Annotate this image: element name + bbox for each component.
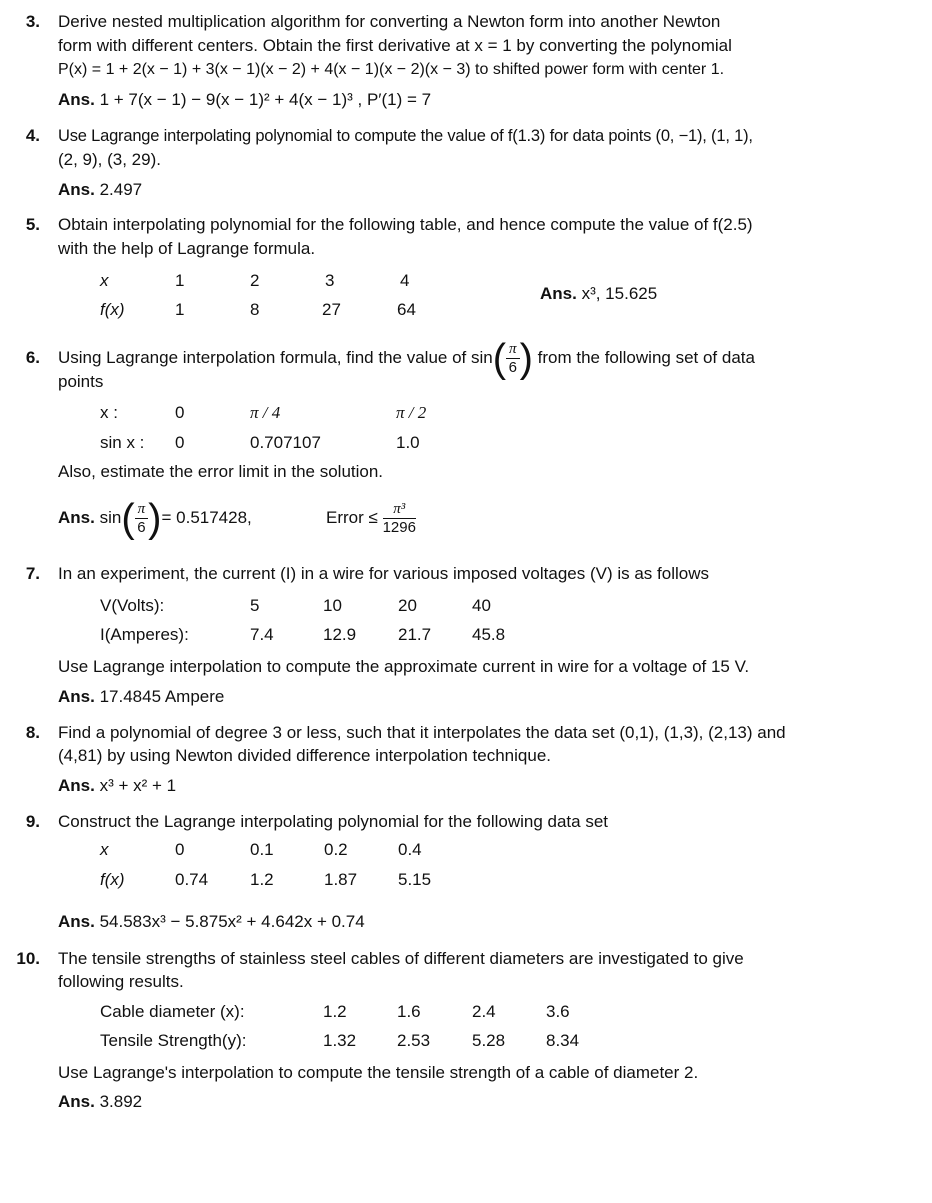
table-cell: 1 — [175, 271, 185, 290]
problem-8-line-2: (4,81) by using Newton divided difference interpolation technique. — [58, 746, 551, 765]
table-cell: 2 — [250, 271, 260, 290]
open-paren: ( — [492, 336, 507, 381]
table-cell: 5.28 — [472, 1031, 506, 1050]
answer-value: = 0.517428, — [161, 508, 252, 527]
table-cell: 8.34 — [546, 1031, 580, 1050]
problem-8-answer — [58, 775, 176, 797]
table-cell: x : — [100, 403, 118, 422]
table-cell: V(Volts): — [100, 596, 165, 615]
problem-10-line-2: following results. — [58, 972, 184, 991]
error-fraction — [383, 500, 416, 537]
table-cell: 0 — [175, 840, 185, 859]
table-cell: I(Amperes): — [100, 625, 189, 644]
problem-7-answer — [58, 686, 224, 708]
problem-9-answer — [58, 911, 365, 933]
problem-6-line-2: points — [58, 372, 104, 391]
answer-label: Ans. — [58, 1092, 95, 1111]
fraction-denominator: 6 — [137, 519, 146, 537]
problem-6-line-3: Also, estimate the error limit in the solution. — [58, 462, 384, 481]
answer-label: Ans. — [58, 912, 95, 931]
open-paren: ( — [121, 496, 135, 541]
problem-5-line-1: Obtain interpolating polynomial for the following table, and hence compute the value of f(2.5) — [58, 215, 753, 234]
problem-10-line-3: Use Lagrange's interpolation to compute the tensile strength of a cable of diameter 2. — [58, 1063, 699, 1082]
fraction — [135, 500, 149, 537]
problem-5-number: 5. — [25, 215, 40, 234]
fraction-denominator: 6 — [508, 359, 517, 377]
table-cell: 0.4 — [398, 840, 422, 859]
problem-10-line-1: The tensile strengths of stainless steel cables of different diameters are investigated to give — [58, 949, 744, 968]
problem-3-line-1: Derive nested multiplication algorithm for converting a Newton form into another Newton — [58, 12, 721, 31]
problem-6-error — [326, 496, 416, 540]
table-cell: sin x : — [100, 433, 145, 452]
table-cell: 64 — [397, 300, 416, 319]
question-text: Using Lagrange interpolation formula, find the value of sin — [58, 348, 493, 367]
table-cell: 5 — [250, 596, 260, 615]
answer-value: x³, 15.625 — [581, 284, 658, 303]
table-cell: 45.8 — [472, 625, 506, 644]
table-cell: 1.87 — [324, 870, 358, 889]
close-paren: ) — [148, 496, 162, 541]
table-cell: 0.1 — [250, 840, 274, 859]
problem-7-line-1: In an experiment, the current (I) in a wire for various imposed voltages (V) is as follows — [58, 564, 709, 583]
problem-9-line-1: Construct the Lagrange interpolating polynomial for the following data set — [58, 812, 609, 831]
table-cell: 5.15 — [398, 870, 432, 889]
fraction-numerator: π — [135, 500, 149, 519]
fraction-numerator: π — [506, 340, 520, 359]
fraction — [506, 340, 520, 377]
table-cell: 8 — [250, 300, 260, 319]
answer-value: 3.892 — [99, 1092, 143, 1111]
answer-value: 2.497 — [99, 180, 143, 199]
table-cell: π / 2 — [396, 403, 427, 422]
answer-value: 17.4845 Ampere — [99, 687, 225, 706]
problem-10-answer — [58, 1091, 142, 1113]
table-cell: x — [100, 840, 109, 859]
answer-label: Ans. — [58, 180, 95, 199]
answer-label: Ans. — [58, 90, 95, 109]
problem-4-answer — [58, 179, 142, 201]
table-cell: x — [100, 271, 109, 290]
table-cell: 1.32 — [323, 1031, 357, 1050]
problem-4-number: 4. — [25, 126, 40, 145]
fraction-numerator: π³ — [383, 500, 416, 519]
table-cell: 0 — [175, 433, 185, 452]
table-cell: π / 4 — [250, 403, 281, 422]
answer-value: 54.583x³ − 5.875x² + 4.642x + 0.74 — [99, 912, 365, 931]
table-cell: 1.6 — [397, 1002, 421, 1021]
problem-4-line-2: (2, 9), (3, 29). — [58, 150, 161, 169]
problem-4-line-1: Use Lagrange interpolating polynomial to compute the value of f(1.3) for data points (0, −1), (1, 1), — [58, 127, 753, 145]
table-cell: 40 — [472, 596, 491, 615]
table-cell: 0.74 — [175, 870, 209, 889]
problem-3-line-2: form with different centers. Obtain the first derivative at x = 1 by converting the polynomial — [58, 36, 732, 55]
table-cell: Tensile Strength(y): — [100, 1031, 247, 1050]
table-cell: 1 — [175, 300, 185, 319]
table-cell: 27 — [322, 300, 341, 319]
answer-label: Ans. — [58, 508, 95, 527]
problem-7-number: 7. — [25, 564, 40, 583]
table-cell: 1.2 — [323, 1002, 347, 1021]
table-cell: f(x) — [100, 300, 125, 319]
table-cell: 2.4 — [472, 1002, 496, 1021]
table-cell: 3 — [325, 271, 335, 290]
table-cell: 1.2 — [250, 870, 274, 889]
table-cell: 4 — [400, 271, 410, 290]
table-cell: f(x) — [100, 870, 125, 889]
problem-5-line-2: with the help of Lagrange formula. — [58, 239, 316, 258]
problem-3-line-3: P(x) = 1 + 2(x − 1) + 3(x − 1)(x − 2) + 4(x − 1)(x − 2)(x − 3) to shifted power form with center 1. — [58, 61, 725, 78]
table-cell: 0.2 — [324, 840, 348, 859]
table-cell: 12.9 — [323, 625, 357, 644]
problem-6-answer — [58, 496, 252, 540]
answer-value: x³ + x² + 1 — [99, 776, 177, 795]
question-text: from the following set of data — [537, 348, 755, 367]
problem-10-number: 10. — [16, 949, 40, 968]
answer-label: Ans. — [58, 687, 95, 706]
answer-value: 1 + 7(x − 1) − 9(x − 1)² + 4(x − 1)³ , P′(1) = 7 — [99, 90, 432, 109]
problem-6-line-1 — [58, 336, 755, 380]
problem-8-number: 8. — [25, 723, 40, 742]
problem-8-line-1: Find a polynomial of degree 3 or less, such that it interpolates the data set (0,1), (1,3), (2,13) and — [58, 723, 786, 742]
answer-label: Ans. — [58, 776, 95, 795]
table-cell: 1.0 — [396, 433, 420, 452]
table-cell: 0 — [175, 403, 185, 422]
table-cell: 7.4 — [250, 625, 274, 644]
table-cell: 3.6 — [546, 1002, 570, 1021]
problem-3-number: 3. — [25, 12, 40, 31]
table-cell: 21.7 — [398, 625, 432, 644]
table-cell: 10 — [323, 596, 342, 615]
answer-label: Ans. — [540, 284, 577, 303]
table-cell: Cable diameter (x): — [100, 1002, 245, 1021]
table-cell: 0.707107 — [250, 433, 321, 452]
problem-7-line-2: Use Lagrange interpolation to compute the approximate current in wire for a voltage of 15 V. — [58, 657, 750, 676]
problem-6-number: 6. — [25, 348, 40, 367]
table-cell: 20 — [398, 596, 417, 615]
problem-5-answer — [540, 283, 657, 305]
error-label: Error ≤ — [326, 508, 378, 527]
table-cell: 2.53 — [397, 1031, 431, 1050]
close-paren: ) — [519, 336, 533, 381]
problem-3-answer — [58, 89, 431, 111]
answer-sin: sin — [99, 508, 122, 527]
fraction-denominator: 1296 — [382, 519, 416, 537]
problem-9-number: 9. — [25, 812, 40, 831]
